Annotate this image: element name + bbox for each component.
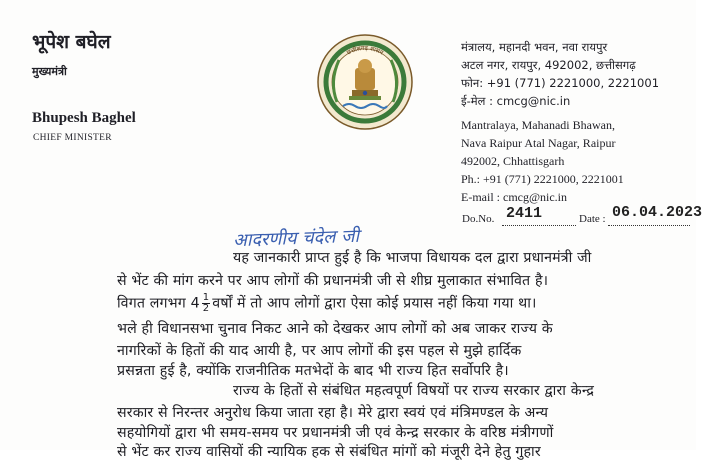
- address-hindi-phone: फोन: +91 (771) 2221000, 2221001: [461, 76, 660, 90]
- body-line-2: से भेंट की मांग करने पर आप लोगों की प्रधानमंत्री जी से शीघ्र मुलाकात संभावित है।: [117, 273, 549, 289]
- minister-title-hindi: मुख्यमंत्री: [32, 65, 67, 78]
- minister-name-hindi: भूपेश बघेल: [32, 31, 111, 53]
- body-line-3-end: वर्षों में तो आप लोगों द्वारा ऐसा कोई प्रयास नहीं किया गया था।: [212, 295, 537, 312]
- body-line-8: सरकार से निरन्तर अनुरोध किया जाता रहा है। मेरे द्वारा स्वयं एवं मंत्रिमण्डल के अन्य: [117, 405, 549, 421]
- address-hindi-line-2: अटल नगर, रायपुर, 492002, छत्तीसगढ़: [461, 58, 636, 72]
- address-english-line-3: 492002, Chhattisgarh: [461, 154, 565, 168]
- emblem-text: छत्तीसगढ़ शासन: [345, 44, 385, 57]
- body-line-10: से भेंट कर राज्य वासियों की न्यायिक हक से संबंधित मांगों को मंजूरी देने हेतु गुहार: [117, 444, 541, 460]
- dono-label: Do.No.: [462, 213, 495, 225]
- address-english-line-1: Mantralaya, Mahanadi Bhawan,: [461, 118, 615, 132]
- handwritten-salutation: आदरणीय चंदेल जी: [232, 225, 360, 252]
- date-value: 06.04.2023: [612, 204, 702, 221]
- body-line-5: नागरिकों के हितों की याद आयी है, पर आप लोगों की इस पहल से मुझे हार्दिक: [117, 343, 522, 359]
- body-line-4: भले ही विधानसभा चुनाव निकट आने को देखकर आप लोगों को अब जाकर राज्य के: [117, 321, 553, 337]
- minister-name-english: Bhupesh Baghel: [32, 110, 136, 126]
- state-emblem-logo: [315, 32, 415, 132]
- fraction-half: $\frac{1}{2}$: [202, 292, 210, 314]
- address-english-line-2: Nava Raipur Atal Nagar, Raipur: [461, 136, 616, 150]
- address-hindi-line-1: मंत्रालय, महानदी भवन, नवा रायपुर: [461, 40, 608, 54]
- body-line-3: [117, 293, 537, 314]
- address-english-email: E-mail : cmcg@nic.in: [461, 190, 568, 204]
- dono-value: 2411: [506, 205, 543, 222]
- body-line-9: सहयोगियों द्वारा भी समय-समय पर प्रधानमंत्री जी एवं केन्द्र सरकार के वरिष्ठ मंत्रीगणों: [117, 425, 554, 441]
- dono-underline: [502, 225, 576, 226]
- date-underline: [608, 225, 690, 226]
- minister-title-english: CHIEF MINISTER: [33, 133, 112, 143]
- body-line-6: प्रसन्नता हुई है, क्योंकि राजनीतिक मतभेदों के बाद भी राज्य हित सर्वोपरि है।: [117, 363, 509, 379]
- body-line-3-start: विगत लगभग 4: [117, 295, 200, 312]
- address-hindi-email: ई-मेल : cmcg@nic.in: [461, 94, 571, 108]
- address-english-phone: Ph.: +91 (771) 2221000, 2221001: [461, 172, 624, 186]
- body-line-7: राज्य के हितों से संबंधित महत्वपूर्ण विषयों पर राज्य सरकार द्वारा केन्द्र: [233, 383, 595, 399]
- body-line-1: यह जानकारी प्राप्त हुई है कि भाजपा विधायक दल द्वारा प्रधानमंत्री जी: [233, 250, 592, 266]
- date-label: Date :: [579, 213, 606, 225]
